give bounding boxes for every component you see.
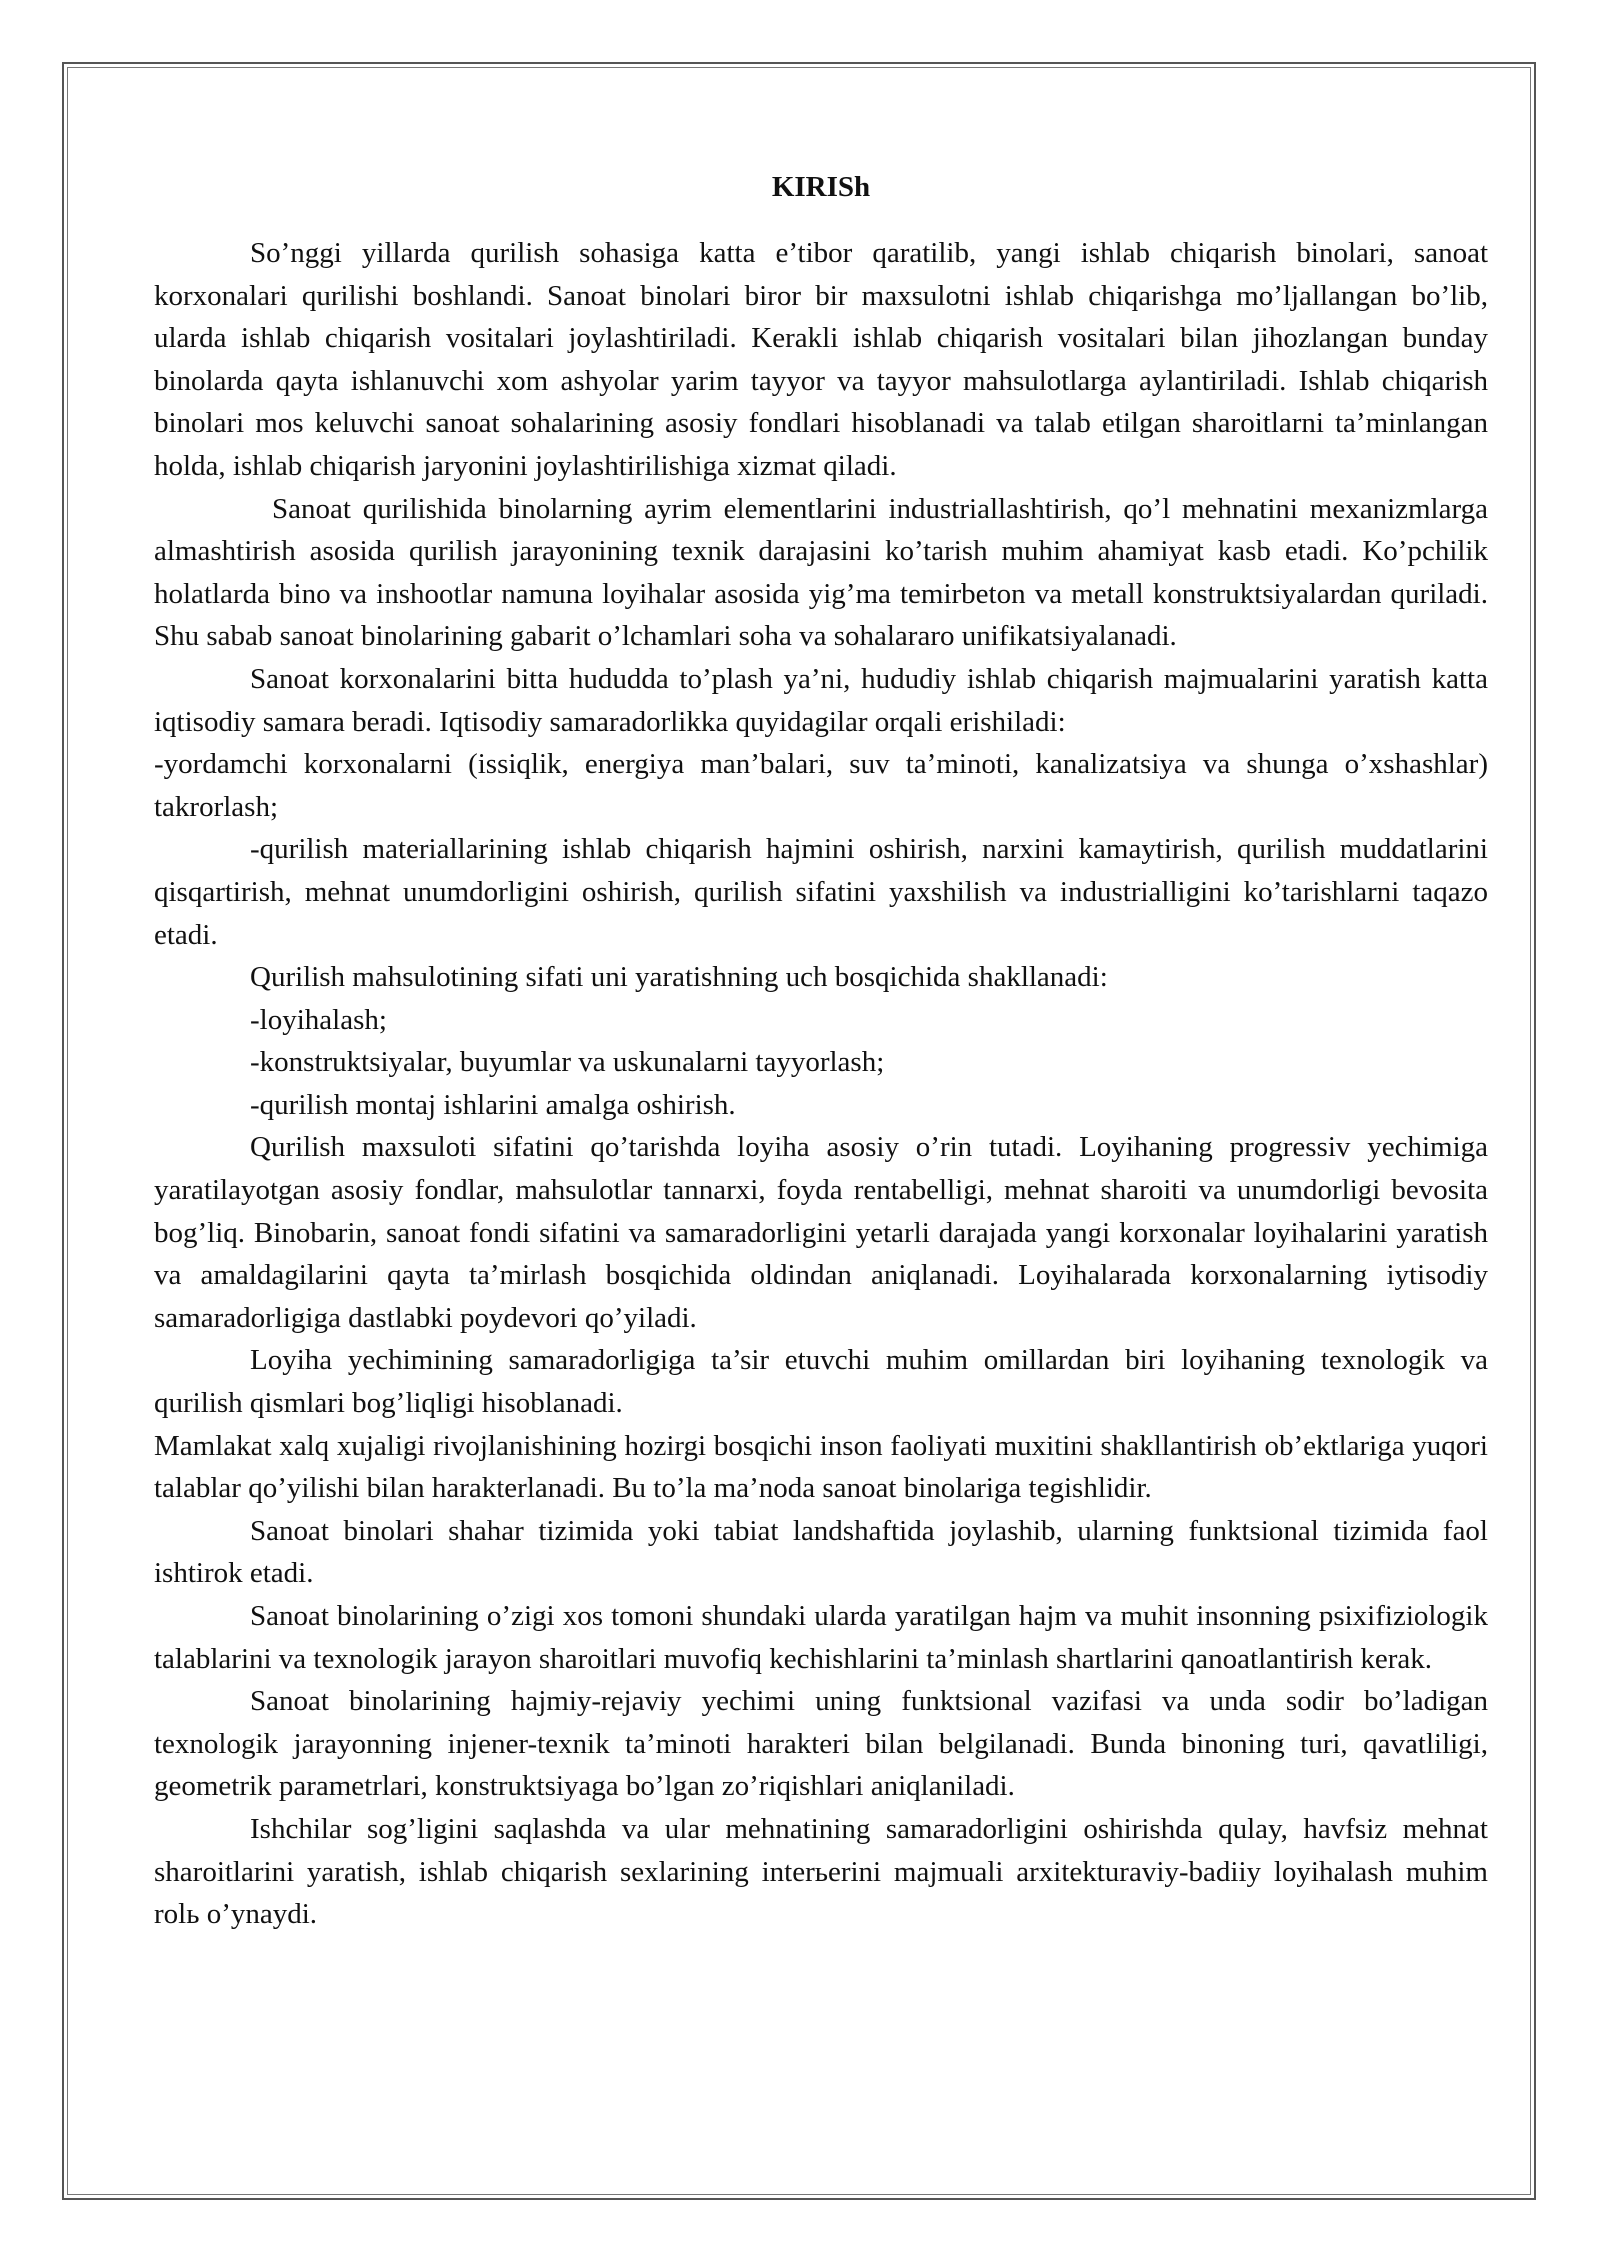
paragraph: Sanoat binolarining hajmiy-rejaviy yechimi uning funktsional vazifasi va unda sodir bo’ladigan texnologik jarayonning injener-texnik ta’minoti harakteri bilan belgilanadi. Bunda binoning turi, qavatliligi, geometrik parametrlari, konstruktsiyaga bo’lgan zo’riqishlari aniqlaniladi. [154, 1685, 1488, 1803]
paragraph: -qurilish materiallarining ishlab chiqarish hajmini oshirish, narxini kamaytirish, qurilish muddatlarini qisqartirish, mehnat unumdorligini oshirish, qurilish sifatini yaxshilish va industrialligini ko’tarishlarni taqazo etadi. [154, 833, 1488, 951]
paragraph-list [154, 232, 1488, 1936]
paragraph: -yordamchi korxonalarni (issiqlik, energiya man’balari, suv ta’minoti, kanalizatsiya va shunga o’xshashlar) takrorlash; [154, 748, 1488, 823]
paragraph: Sanoat binolarining o’zigi xos tomoni shundaki ularda yaratilgan hajm va muhit insonning psixifiziologik talablarini va texnologik jarayon sharoitlari muvofiq kechishlarini ta’minlash shartlarini qanoatlantirish kerak. [154, 1600, 1488, 1675]
paragraph: Sanoat korxonalarini bitta hududda to’plash ya’ni, hududiy ishlab chiqarish majmualarini yaratish katta iqtisodiy samara beradi. Iqtisodiy samaradorlikka quyidagilar orqali erishiladi: [154, 662, 1488, 738]
paragraph: Mamlakat xalq xujaligi rivojlanishining hozirgi bosqichi inson faoliyati muxitini shakllantirish ob’ektlariga yuqori talablar qo’yilishi bilan harakterlanadi. Bu to’la ma’noda sanoat binolariga tegishlidir. [154, 1429, 1488, 1505]
paragraph: Ishchilar sog’ligini saqlashda va ular mehnatining samaradorligini oshirishda qulay, havfsiz mehnat sharoitlarini yaratish, ishlab chiqarish sexlarining interьerini majmuali arxitekturaviy-badiiy loyihalash muhim rolь o’ynaydi. [154, 1812, 1488, 1931]
paragraph: -loyihalash; [250, 1003, 387, 1036]
document-body [154, 166, 1488, 1936]
paragraph: So’nggi yillarda qurilish sohasiga katta e’tibor qaratilib, yangi ishlab chiqarish binolari, sanoat korxonalari qurilishi boshlandi. Sanoat binolari biror bir maxsulotni ishlab chiqarishga mo’ljallangan bo’lib, ularda ishlab chiqarish vositalari joylashtiriladi. Kerakli ishlab chiqarish vositalari bilan jihozlangan bunday binolarda qayta ishlanuvchi xom ashyolar yarim tayyor va tayyor mahsulotlarga aylantiriladi. Ishlab chiqarish binolari mos keluvchi sanoat sohalarining asosiy fondlari hisoblanadi va talab etilgan sharoitlarni ta’minlangan holda, ishlab chiqarish jaryonini joylashtirilishiga xizmat qiladi. [154, 237, 1488, 482]
paragraph: Qurilish maxsuloti sifatini qo’tarishda loyiha asosiy o’rin tutadi. Loyihaning progressiv yechimiga yaratilayotgan asosiy fondlar, mahsulotlar tannarxi, foyda rentabelligi, mehnat sharoiti va unumdorligi bevosita bog’liq. Binobarin, sanoat fondi sifatini va samaradorligini yetarli darajada yangi korxonalar loyihalarini yaratish va amaldagilarini qayta ta’mirlash bosqichida oldindan aniqlanadi. Loyihalarada korxonalarning iytisodiy samaradorligiga dastlabki poydevori qo’yiladi. [154, 1131, 1488, 1334]
paragraph: -qurilish montaj ishlarini amalga oshirish. [250, 1088, 736, 1121]
paragraph: Sanoat binolari shahar tizimida yoki tabiat landshaftida joylashib, ularning funktsional tizimida faol ishtirok etadi. [154, 1514, 1488, 1590]
page-title: KIRISh [771, 171, 871, 203]
paragraph: Loyiha yechimining samaradorligiga ta’sir etuvchi muhim omillardan biri loyihaning texnologik va qurilish qismlari bog’liqligi hisoblanadi. [154, 1344, 1488, 1420]
paragraph: Sanoat qurilishida binolarning ayrim elementlarini industriallashtirish, qo’l mehnatini mexanizmlarga almashtirish asosida qurilish jarayonining texnik darajasini ko’tarish muhim ahamiyat kasb etadi. Ko’pchilik holatlarda bino va inshootlar namuna loyihalar asosida yig’ma temirbeton va metall konstruktsiyalardan quriladi. Shu sabab sanoat binolarining gabarit o’lchamlari soha va sohalararo unifikatsiyalanadi. [154, 492, 1488, 653]
paragraph: Qurilish mahsulotining sifati uni yaratishning uch bosqichida shakllanadi: [250, 961, 1108, 994]
paragraph: -konstruktsiyalar, buyumlar va uskunalarni tayyorlash; [250, 1046, 885, 1079]
